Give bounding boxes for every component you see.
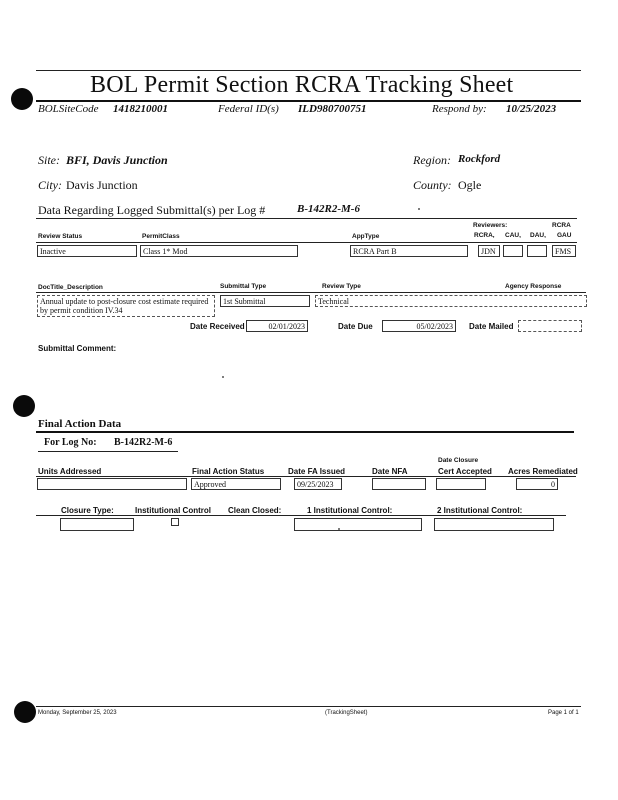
date-fa-issued-field[interactable]: 09/25/2023 — [294, 478, 342, 490]
date-due-field[interactable]: 05/02/2023 — [382, 320, 456, 332]
final-status-field[interactable]: Approved — [191, 478, 281, 490]
submittal-header-rule — [36, 242, 577, 243]
header-top-rule — [36, 70, 581, 71]
date-nfa-field[interactable] — [372, 478, 426, 490]
footer-report-name: (TrackingSheet) — [325, 710, 368, 716]
permit-class-field[interactable]: Class 1* Mod — [140, 245, 298, 257]
date-received-label: Date Received — [190, 322, 245, 331]
ic2-label: 2 Institutional Control: — [437, 506, 523, 515]
submittal-comment-label: Submittal Comment: — [38, 344, 117, 353]
date-due-label: Date Due — [338, 322, 373, 331]
units-addressed-label: Units Addressed — [38, 467, 102, 476]
review-type-label: Review Type — [322, 283, 361, 290]
dau-label: DAU, — [530, 232, 546, 239]
reviewer-rcra-field[interactable]: JDN — [478, 245, 500, 257]
final-header-rule — [36, 476, 576, 477]
header-bottom-rule — [36, 100, 581, 102]
doc-title-label: DocTitle_Description — [38, 284, 103, 291]
punch-hole-middle — [13, 395, 35, 417]
date-received-field[interactable]: 02/01/2023 — [246, 320, 308, 332]
federal-id-value: ILD980700751 — [298, 103, 367, 115]
units-addressed-field[interactable] — [37, 478, 187, 490]
region-value: Rockford — [458, 153, 501, 165]
region-label: Region: — [413, 153, 451, 167]
review-status-field[interactable]: Inactive — [37, 245, 137, 257]
doc-header-rule — [36, 292, 586, 293]
reviewer-dau-field[interactable] — [527, 245, 547, 257]
submittal-rule — [36, 218, 577, 219]
app-type-label: AppType — [352, 233, 380, 240]
site-label: Site: — [38, 153, 60, 167]
submittal-log-number: B-142R2-M-6 — [297, 203, 360, 215]
respond-by-label: Respond by: — [432, 103, 487, 115]
rcra-label: RCRA, — [474, 232, 495, 239]
gau-label: GAU — [557, 232, 572, 239]
page-title: BOL Permit Section RCRA Tracking Sheet — [90, 72, 514, 98]
punch-hole-top — [11, 88, 33, 110]
clean-closed-label: Clean Closed: — [228, 506, 282, 515]
closure-type-label: Closure Type: — [61, 506, 114, 515]
submittal-type-field[interactable]: 1st Submittal — [220, 295, 310, 307]
for-log-rule — [38, 451, 178, 452]
scan-speck — [222, 376, 224, 378]
date-nfa-label: Date NFA — [372, 467, 408, 476]
footer-rule — [36, 706, 581, 707]
for-log-label: For Log No: — [44, 437, 97, 448]
reviewer-cau-field[interactable] — [503, 245, 523, 257]
date-mailed-field[interactable] — [518, 320, 582, 332]
date-closure-field[interactable] — [436, 478, 486, 490]
ic2-field[interactable] — [434, 518, 554, 531]
submittal-type-label: Submittal Type — [220, 283, 267, 290]
footer-date: Monday, September 25, 2023 — [38, 710, 117, 716]
cau-label: CAU, — [505, 232, 521, 239]
final-status-label: Final Action Status — [192, 467, 265, 476]
site-code-value: 1418210001 — [113, 103, 168, 115]
site-code-label: BOLSiteCode — [38, 103, 99, 115]
permit-class-label: PermitClass — [142, 233, 180, 240]
county-label: County: — [413, 178, 452, 192]
ic1-field[interactable] — [294, 518, 422, 531]
acres-field[interactable]: 0 — [516, 478, 558, 490]
site-name: BFI, Davis Junction — [66, 153, 168, 167]
city-label: City: — [38, 178, 62, 192]
date-fa-issued-label: Date FA Issued — [288, 467, 346, 476]
final-action-rule — [36, 431, 574, 433]
footer-page: Page 1 of 1 — [548, 710, 579, 716]
app-type-field[interactable]: RCRA Part B — [350, 245, 468, 257]
review-type-field[interactable]: Technical — [315, 295, 587, 307]
final-action-heading: Final Action Data — [38, 418, 122, 430]
final-log-number: B-142R2-M-6 — [114, 437, 173, 448]
city-value: Davis Junction — [66, 178, 138, 192]
federal-id-label: Federal ID(s) — [218, 103, 279, 115]
punch-hole-bottom — [14, 701, 36, 723]
date-closure-label-1: Date Closure — [438, 457, 479, 464]
rcra-top-label: RCRA — [552, 222, 571, 229]
closure-type-field[interactable] — [60, 518, 134, 531]
review-status-label: Review Status — [38, 233, 83, 240]
agency-response-label: Agency Response — [505, 283, 562, 290]
date-closure-label-2: Cert Accepted — [438, 467, 492, 476]
closure-rule — [36, 515, 566, 516]
respond-by-value: 10/25/2023 — [506, 103, 557, 115]
submittal-heading: Data Regarding Logged Submittal(s) per Log # — [38, 203, 266, 217]
county-value: Ogle — [458, 178, 482, 192]
ic1-label: 1 Institutional Control: — [307, 506, 393, 515]
acres-label: Acres Remediated — [508, 467, 578, 476]
doc-title-field[interactable]: Annual update to post-closure cost estimate required by permit condition IV.34 — [37, 295, 215, 317]
institutional-control-checkbox[interactable] — [171, 518, 179, 526]
date-mailed-label: Date Mailed — [469, 322, 514, 331]
scan-speck — [418, 208, 420, 210]
reviewers-label: Reviewers: — [473, 222, 508, 229]
reviewer-gau-field[interactable]: FMS — [552, 245, 576, 257]
institutional-control-label: Institutional Control — [135, 506, 211, 515]
